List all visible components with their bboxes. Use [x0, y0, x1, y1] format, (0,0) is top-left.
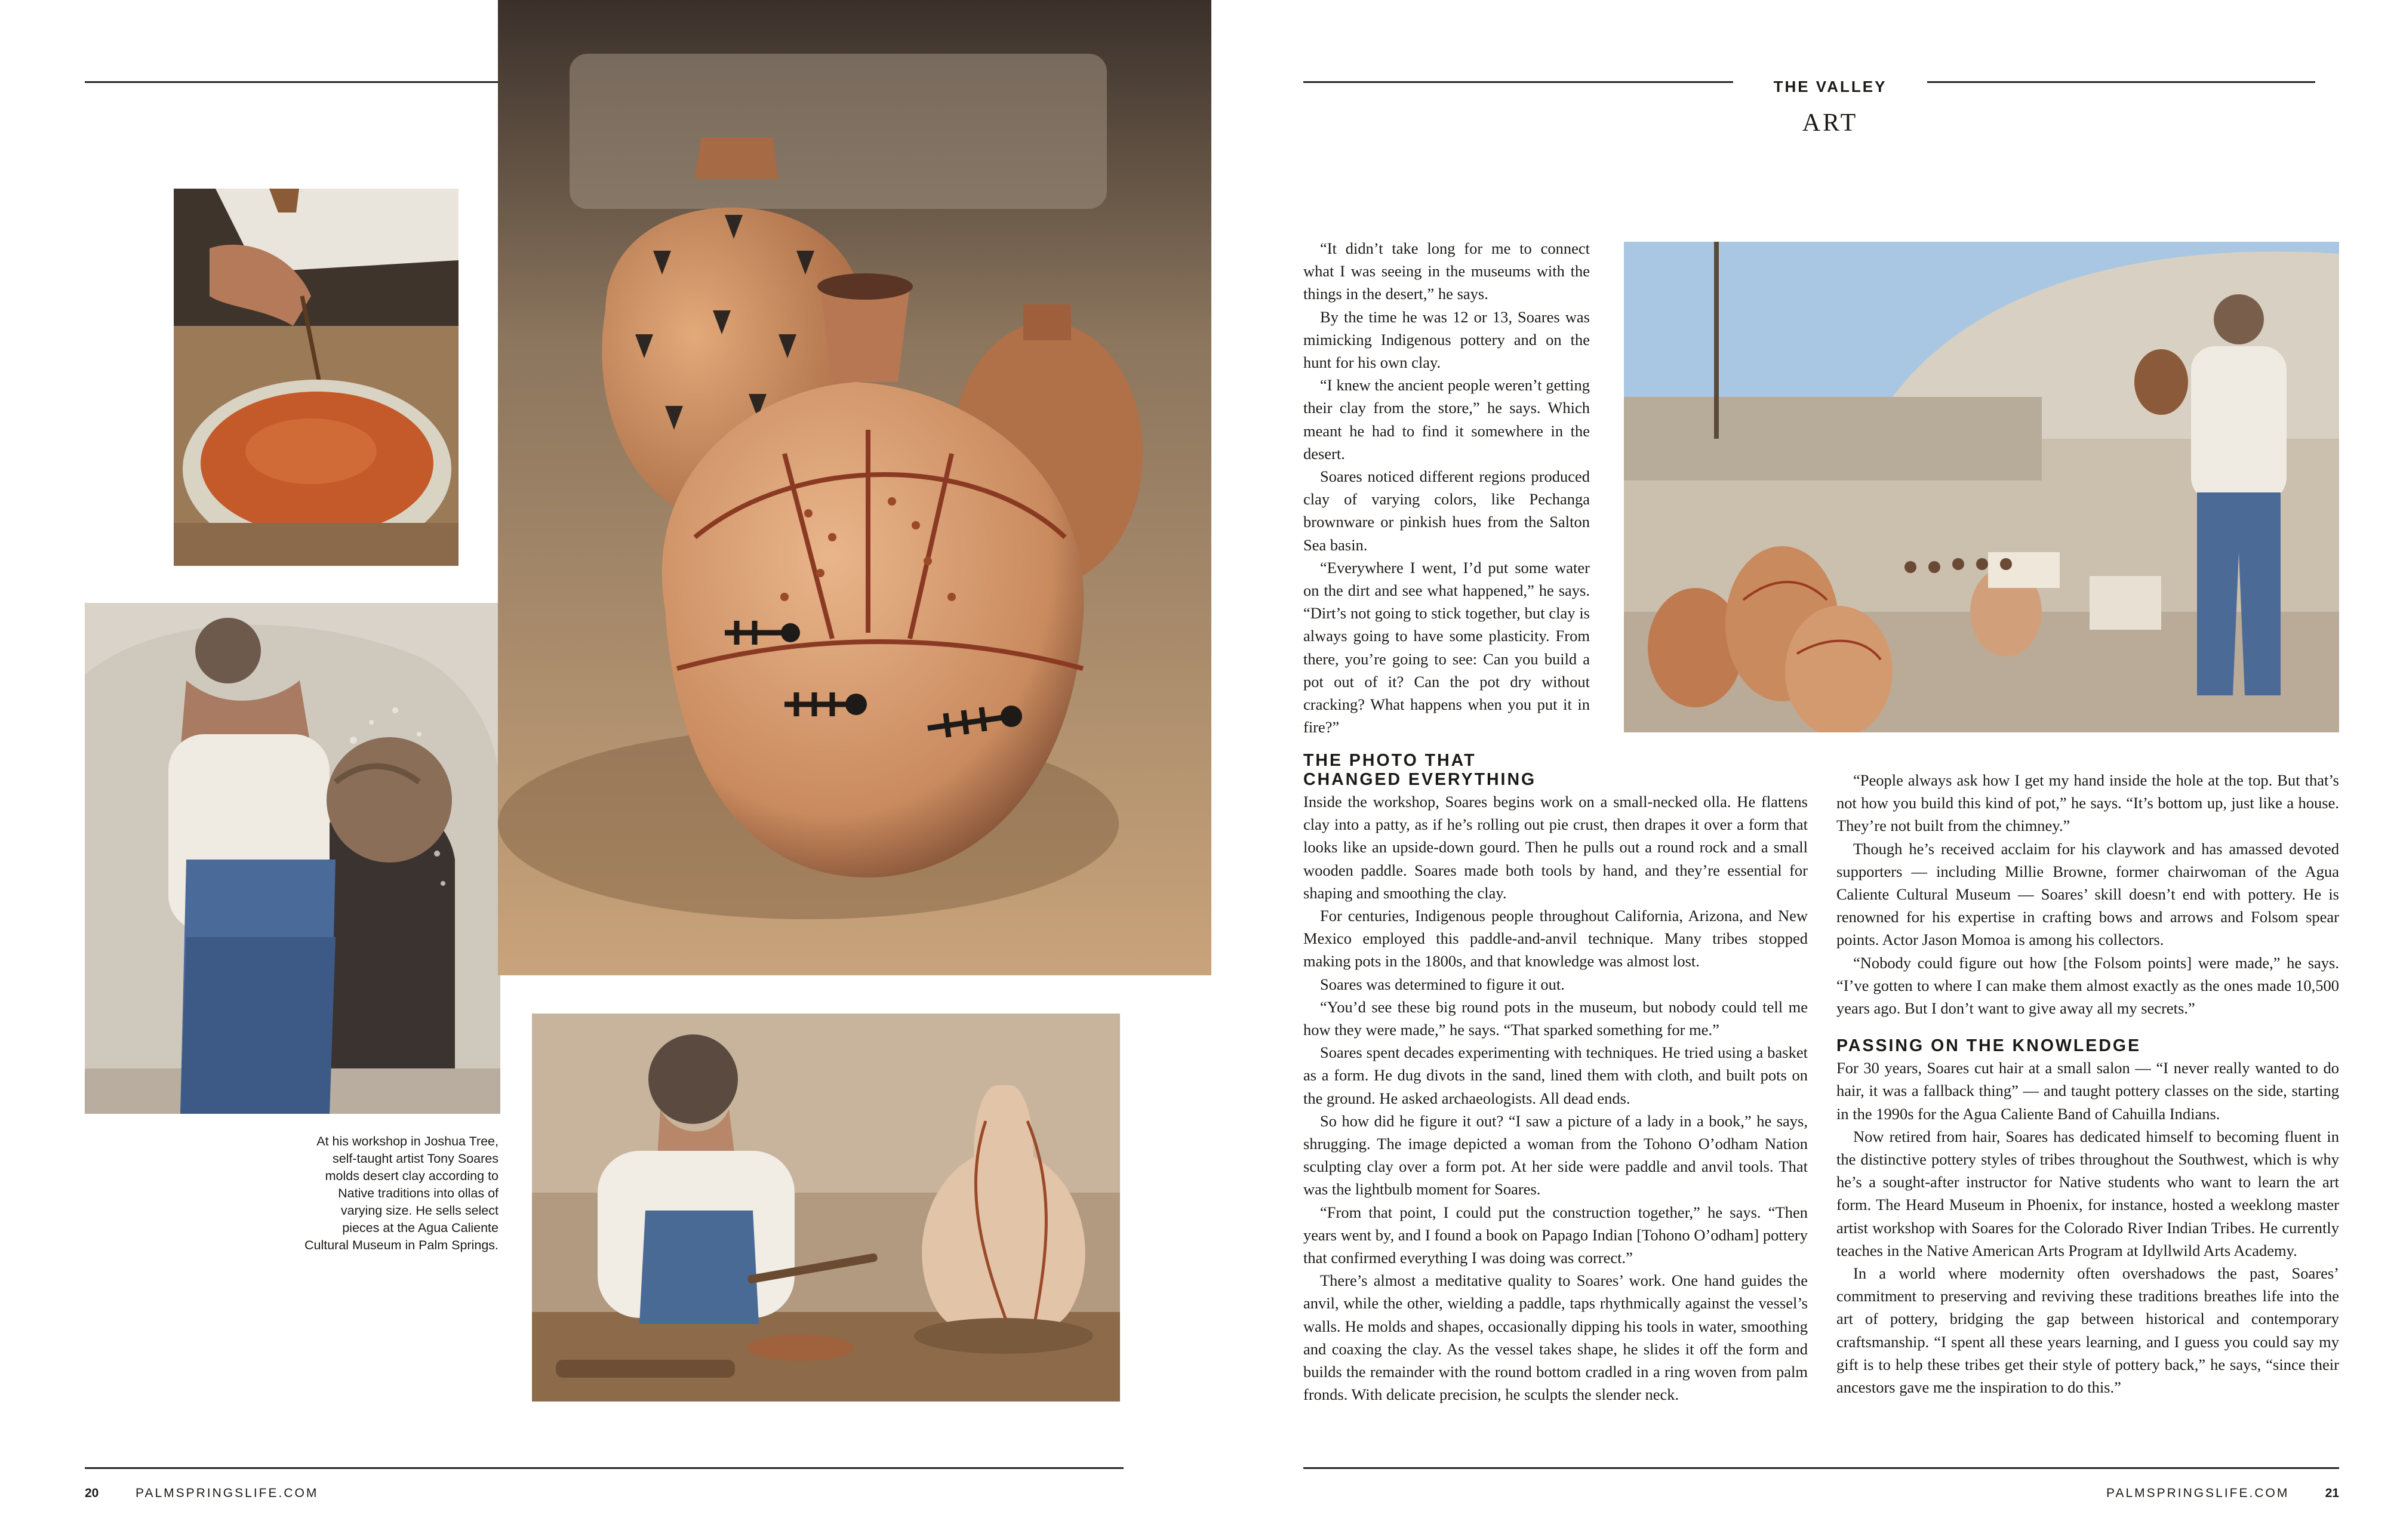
paragraph: Now retired from hair, Soares has dedicated himself to becoming fluent in the distinctive pottery styles of tribes throughout the Southwest, which is why he’s a sought-after instructor for Native students who want to learn the art form. The Heard Museum in Phoenix, for instance, hosted a weeklong master artist workshop with Soares for the Colorado River Indian Tribes. He currently teaches in the Native American Arts Program at Idyllwild Arts Academy.	[1836, 1127, 2339, 1259]
paragraph: So how did he figure it out? “I saw a picture of a lady in a book,” he says, shrugging. The image depicted a woman from the Tohono O’odham Nation sculpting clay over a form pot. At her side were paddle and anvil tools. That was the lightbulb moment for Soares.	[1303, 1111, 1808, 1199]
body-column-right	[1836, 769, 2339, 1399]
paragraph: Inside the workshop, Soares begins work on a small-necked olla. He flattens clay into a patty, as if he’s rolling out pie crust, then drapes it over a form that looks like an upside-down gourd. Then he pulls out a round rock and a small wooden paddle. Soares made both tools by hand, and they’re essential for shaping and smoothing the clay.	[1303, 793, 1808, 902]
paragraph: “From that point, I could put the construction together,” he says. “Then years went by, and I found a book on Papago Indian [Tohono O’odham] pottery that confirmed everything I was doing was correct.”	[1303, 1203, 1808, 1267]
paragraph: For 30 years, Soares cut hair at a small salon — “I never really wanted to do hair, it was a fallback thing” — and taught pottery classes on the side, starting in the 1990s for the Agua Caliente Band of Cahuilla Indians.	[1836, 1059, 2339, 1123]
footer-rule-right	[1303, 1467, 2339, 1469]
photo-caption: At his workshop in Joshua Tree, self-taught artist Tony Soares molds desert clay according to Native traditions into ollas of varying size. He sells select pieces at the Agua Caliente Cultural Museum in Palm Springs.	[304, 1134, 499, 1252]
photo-yard-ollas	[1624, 242, 2339, 732]
photo-hero-svg	[498, 0, 1211, 975]
top-rule-right-b	[1927, 81, 2315, 83]
paragraph: By the time he was 12 or 13, Soares was mimicking Indigenous pottery and on the hunt for his own clay.	[1303, 307, 1590, 372]
paragraph: “It didn’t take long for me to connect what I was seeing in the museums with the things in the desert,” he says.	[1303, 239, 1590, 303]
paragraph: Though he’s received acclaim for his claywork and has amassed devoted supporters — including Millie Browne, former chairwoman of the Agua Caliente Cultural Museum — Soares’ skill doesn’t end with pottery. He is renowned for his expertise in crafting bows and arrows and Folsom spear points. Actor Jason Momoa is among his collectors.	[1836, 839, 2339, 949]
paragraph: “You’d see these big round pots in the museum, but nobody could tell me how they were made,” he says. “That sparked something for me.”	[1303, 997, 1808, 1039]
photo-hands-svg	[174, 189, 459, 566]
body-column-left	[1303, 746, 1808, 1406]
paragraph: Soares was determined to figure it out.	[1320, 975, 1565, 993]
photo-kiln-svg	[85, 603, 500, 1114]
paragraph: There’s almost a meditative quality to Soares’ work. One hand guides the anvil, while the other, wielding a paddle, taps rhythmically against the vessel’s walls. He molds and shapes, occasionally dipping his tools in water, smoothing and coaxing the clay. As the vessel takes shape, he slides it off the form and builds the remainder with the round bottom cradled in a ring woven from palm fronds. With delicate precision, he sculpts the slender neck.	[1303, 1271, 1808, 1404]
page-number-left: 20	[85, 1486, 99, 1500]
photo-kiln-dusting-pot	[85, 603, 500, 1114]
paragraph: Soares noticed different regions produced clay of varying colors, like Pechanga brownware or pinkish hues from the Salton Sea basin.	[1303, 467, 1590, 554]
section-title: ART	[1802, 109, 1859, 137]
photo-yard-svg	[1624, 242, 2339, 732]
footer-site-left[interactable]: PALMSPRINGSLIFE.COM	[136, 1486, 319, 1500]
paragraph: In a world where modernity often overshadows the past, Soares’ commitment to preserving and reviving these traditions breathes life into the art of pottery, bridging the gap between historical and contemporary craftsmanship. “I spent all these years learning, and I guess you could say my gift is to help these tribes get their style of pottery back,” he says, “since their ancestors gave me the inspiration to do this.”	[1836, 1264, 2339, 1397]
photo-workbench-svg	[532, 1014, 1120, 1402]
footer-site-right[interactable]: PALMSPRINGSLIFE.COM	[2106, 1486, 2290, 1500]
photo-hands-clay-bowl	[174, 189, 459, 566]
footer-rule-left	[85, 1467, 1124, 1469]
photo-workbench-painting	[532, 1014, 1120, 1402]
paragraph: “I knew the ancient people weren’t getting their clay from the store,” he says. Which meant he had to find it somewhere in the desert.	[1303, 376, 1590, 463]
paragraph: For centuries, Indigenous people throughout California, Arizona, and New Mexico employed this paddle-and-anvil technique. Many tribes stopped making pots in the 1800s, and that knowledge was almost lost.	[1303, 907, 1808, 971]
paragraph: “People always ask how I get my hand inside the hole at the top. But that’s not how you build this kind of pot,” he says. “It’s bottom up, just like a house. They’re not built from the chimney.”	[1836, 771, 2339, 835]
heading-photo-that-changed: THE PHOTO THAT CHANGED EVERYTHING	[1303, 751, 1537, 789]
page-number-right: 21	[2325, 1486, 2339, 1500]
top-rule-right-a	[1303, 81, 1733, 83]
heading-passing-on-knowledge: PASSING ON THE KNOWLEDGE	[1836, 1036, 2141, 1056]
body-column-top	[1303, 237, 1590, 738]
photo-hero-ollas	[498, 0, 1211, 975]
paragraph: “Nobody could figure out how [the Folsom points] were made,” he says. “I’ve gotten to where I can make them almost exactly as the ones made 10,500 years ago. But I don’t want to give away all my secrets.”	[1836, 953, 2339, 1018]
paragraph: Soares spent decades experimenting with techniques. He tried using a basket as a form. He dug divots in the sand, lined them with cloth, and built pots on the ground. He asked archaeologists. All dead ends.	[1303, 1043, 1808, 1107]
paragraph: “Everywhere I went, I’d put some water on the dirt and see what happened,” he says. “Dirt’s not going to stick together, but clay is always going to have some plasticity. From there, you’re going to see: Can you build a pot out of it? Can the pot dry without cracking? What happens when you put it in fire?”	[1303, 558, 1590, 737]
section-kicker: THE VALLEY	[1773, 78, 1887, 96]
